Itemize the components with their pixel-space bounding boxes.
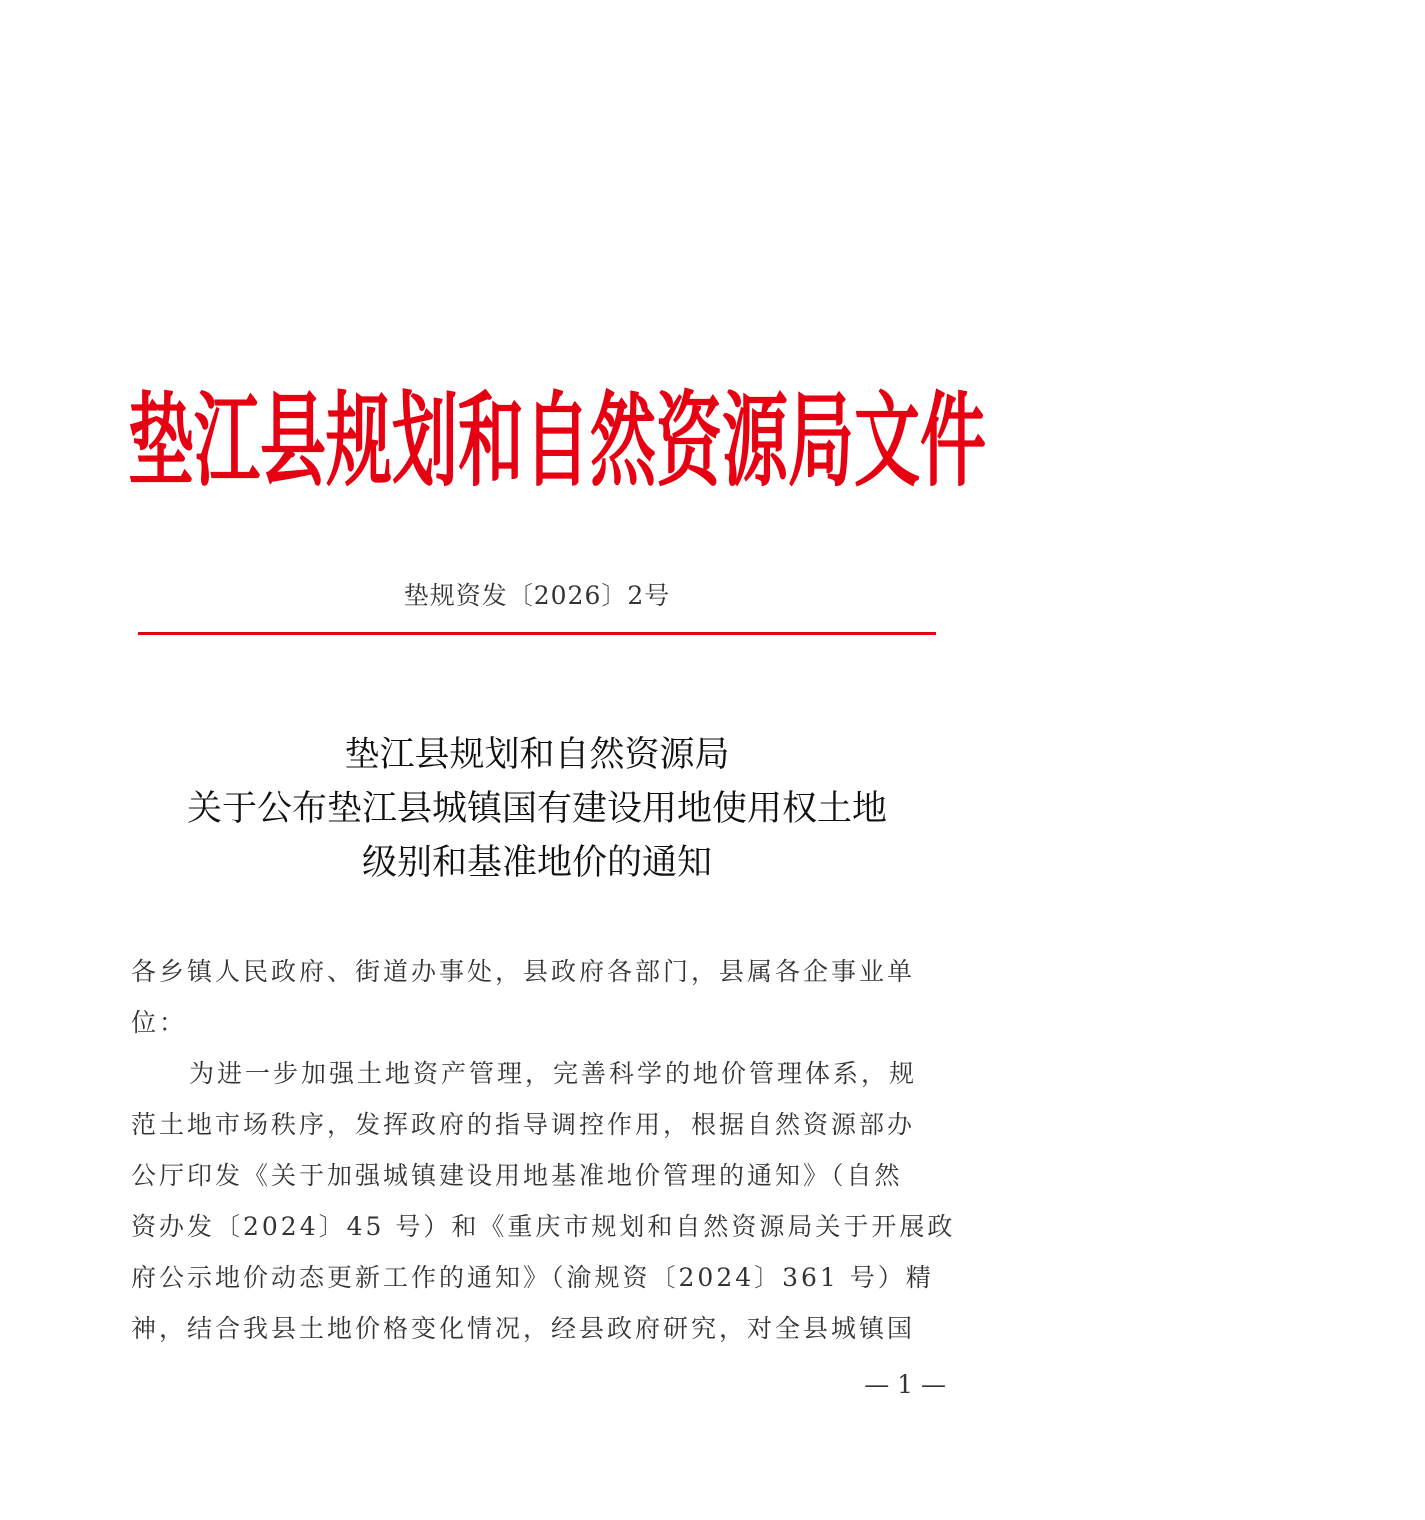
masthead-char: 文 (854, 381, 920, 501)
masthead-char: 源 (722, 381, 788, 501)
masthead-char: 资 (656, 381, 722, 501)
masthead-char: 局 (788, 381, 854, 501)
masthead-char: 江 (194, 381, 260, 501)
title-line: 垫江县规划和自然资源局 (344, 735, 730, 775)
masthead-char: 县 (260, 381, 326, 501)
body-line: 范土地市场秩序，发挥政府的指导调控作用，根据自然资源部办 (131, 1110, 916, 1139)
document-number: 垫规资发〔2026〕2号 (403, 581, 671, 610)
body-line: 府公示地价动态更新工作的通知》（渝规资〔2024〕361 号）精 (131, 1263, 934, 1292)
body-line: 为进一步加强土地资产管理，完善科学的地价管理体系，规 (189, 1059, 918, 1088)
red-divider-line (138, 632, 936, 635)
masthead-char: 规 (326, 381, 392, 501)
document-body (131, 946, 956, 1354)
masthead-char: 划 (392, 381, 458, 501)
masthead-char: 件 (920, 381, 986, 501)
body-line: 各乡镇人民政府、街道办事处，县政府各部门，县属各企事业单 (131, 957, 916, 986)
body-line: 资办发〔2024〕45 号）和《重庆市规划和自然资源局关于开展政 (131, 1212, 956, 1241)
masthead-char: 垫 (128, 381, 194, 501)
masthead-title (128, 381, 986, 501)
body-line: 神，结合我县土地价格变化情况，经县政府研究，对全县城镇国 (131, 1314, 916, 1343)
title-line: 级别和基准地价的通知 (361, 843, 712, 883)
document-title (128, 728, 946, 890)
title-line: 关于公布垫江县城镇国有建设用地使用权土地 (186, 789, 887, 829)
body-line: 位： (131, 1008, 188, 1037)
page-number: — 1 — (864, 1370, 946, 1399)
masthead-char: 然 (590, 381, 656, 501)
masthead-char: 和 (458, 381, 524, 501)
masthead-char: 自 (524, 381, 590, 501)
body-line: 公厅印发《关于加强城镇建设用地基准地价管理的通知》（自然 (131, 1161, 903, 1190)
